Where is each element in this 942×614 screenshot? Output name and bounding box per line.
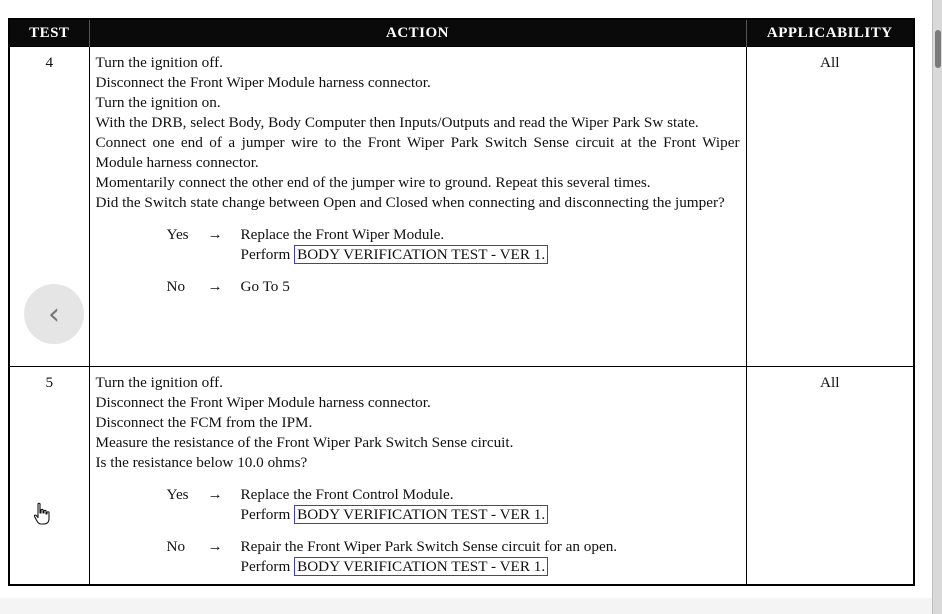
perform-label: Perform	[240, 558, 291, 575]
table-row-test-4	[9, 47, 914, 367]
step-text: Turn the ignition on.	[95, 94, 221, 111]
action-cell	[89, 47, 746, 367]
perform-label: Perform	[240, 506, 291, 523]
table-row-test-5	[9, 367, 914, 586]
applicability-value: All	[746, 47, 914, 367]
right-arrow-icon: →	[207, 486, 223, 503]
perform-line	[241, 557, 549, 577]
right-arrow-icon: →	[207, 538, 223, 555]
step-text: Turn the ignition off.	[95, 374, 223, 391]
yes-result: Replace the Front Control Module.	[240, 486, 454, 503]
diagnostic-test-table	[8, 18, 915, 586]
yes-branch	[96, 225, 740, 265]
question-text: Is the resistance below 10.0 ohms?	[95, 454, 308, 471]
header-action: ACTION	[89, 19, 746, 47]
step-text: Disconnect the Front Wiper Module harness connector.	[95, 74, 431, 91]
page-bottom-gutter	[0, 598, 932, 614]
hand-pointer-cursor-icon	[32, 502, 52, 526]
yes-label: Yes	[166, 486, 189, 503]
step-text: Disconnect the FCM from the IPM.	[95, 414, 313, 431]
yes-branch	[96, 485, 740, 525]
step-text: Connect one end of a jumper wire to the Front Wiper Park Switch Sense circuit at the Front Wiper Module harness connector.	[95, 134, 740, 171]
yes-label: Yes	[166, 226, 189, 243]
perform-line	[241, 505, 549, 525]
scrollbar-thumb[interactable]	[935, 30, 941, 68]
right-arrow-icon: →	[207, 226, 223, 243]
step-text: Turn the ignition off.	[95, 54, 223, 71]
step-text: Disconnect the Front Wiper Module harness connector.	[95, 394, 431, 411]
header-test: TEST	[9, 19, 89, 47]
no-label: No	[166, 538, 186, 555]
right-arrow-icon: →	[207, 278, 223, 295]
test-number: 4	[9, 47, 89, 367]
no-label: No	[166, 278, 186, 295]
chevron-left-icon: ‹	[48, 296, 60, 332]
vertical-scrollbar[interactable]	[932, 0, 942, 614]
step-text: Momentarily connect the other end of the jumper wire to ground. Repeat this several times.	[95, 174, 651, 191]
no-branch	[96, 537, 740, 577]
action-cell	[89, 367, 746, 586]
step-text: With the DRB, select Body, Body Computer then Inputs/Outputs and read the Wiper Park Sw state.	[95, 114, 699, 131]
applicability-value: All	[746, 367, 914, 586]
table-header-row	[9, 19, 914, 47]
verification-test-link[interactable]: BODY VERIFICATION TEST - VER 1.	[294, 245, 548, 264]
goto-test-link[interactable]: Go To 5	[240, 278, 290, 295]
step-text: Measure the resistance of the Front Wiper Park Switch Sense circuit.	[95, 434, 514, 451]
verification-test-link[interactable]: BODY VERIFICATION TEST - VER 1.	[294, 505, 548, 524]
no-branch	[96, 277, 740, 297]
no-result: Repair the Front Wiper Park Switch Sense circuit for an open.	[240, 538, 618, 555]
perform-label: Perform	[240, 246, 291, 263]
verification-test-link[interactable]: BODY VERIFICATION TEST - VER 1.	[294, 557, 548, 576]
test-number: 5	[9, 367, 89, 586]
perform-line	[241, 245, 549, 265]
yes-result: Replace the Front Wiper Module.	[240, 226, 445, 243]
header-applicability: APPLICABILITY	[746, 19, 914, 47]
question-text: Did the Switch state change between Open and Closed when connecting and disconnecting the jumper?	[95, 194, 725, 211]
previous-page-button[interactable]	[24, 284, 84, 344]
